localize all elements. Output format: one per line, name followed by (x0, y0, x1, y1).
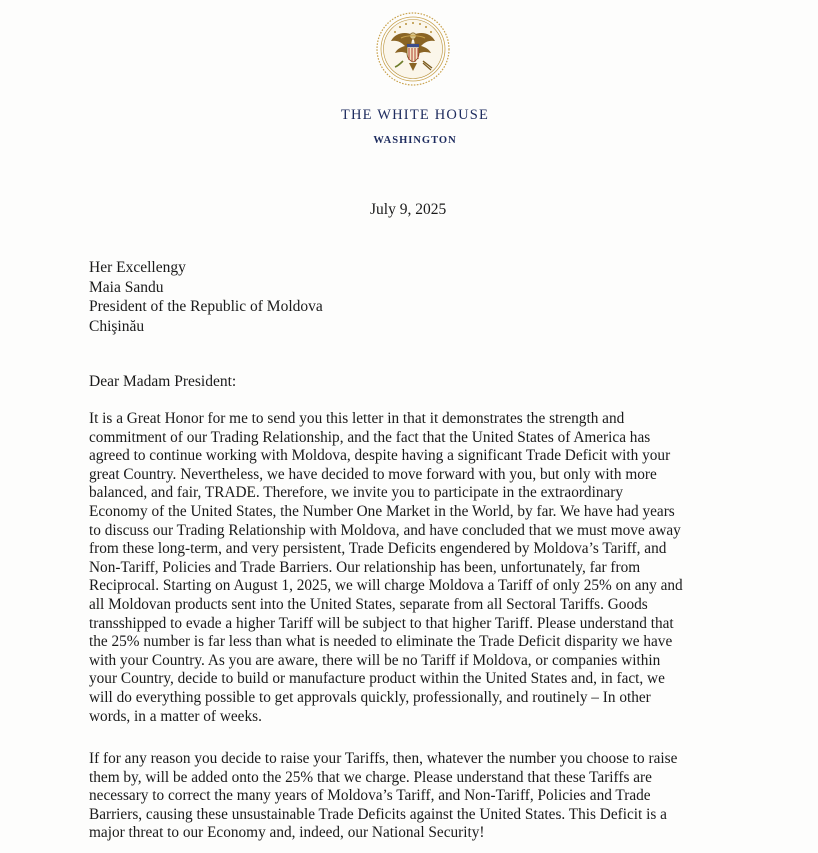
paragraph-line: will do everything possible to get approvals quickly, professionally, and routinely – In other (89, 688, 651, 706)
body-paragraph-2 (89, 750, 789, 843)
paragraph-line: from these long-term, and very persistent, Trade Deficits engendered by Moldova’s Tariff, and (89, 540, 667, 558)
paragraph-line: them by, will be added onto the 25% that we charge. Please understand that these Tariffs are (89, 768, 652, 786)
paragraph-line: Non-Tariff, Policies and Trade Barriers. Our relationship has been, unfortunately, far from (89, 558, 641, 576)
paragraph-line: If for any reason you decide to raise your Tariffs, then, whatever the number you choose to raise (89, 750, 678, 767)
paragraph-line: your Country, decide to build or manufacture product within the United States and, in fact, we (89, 670, 665, 688)
letterhead-subtitle: WASHINGTON (373, 135, 457, 146)
presidential-seal-icon (375, 11, 451, 87)
paragraph-line: to discuss our Trading Relationship with Moldova, and have concluded that we must move away (89, 521, 681, 539)
paragraph-line: great Country. Nevertheless, we have decided to move forward with you, but only with more (89, 465, 657, 483)
paragraph-line: Economy of the United States, the Number One Market in the World, by far. We have had years (89, 502, 675, 520)
salutation: Dear Madam President: (89, 373, 237, 390)
address-line: Her Excellengy (89, 259, 186, 276)
paragraph-line: major threat to our Economy and, indeed, our National Security! (89, 824, 485, 842)
paragraph-line: transshipped to evade a higher Tariff will be subject to that higher Tariff. Please understand that (89, 614, 674, 632)
paragraph-line: It is a Great Honor for me to send you this letter in that it demonstrates the strength and (89, 410, 625, 427)
recipient-address (89, 258, 323, 336)
body-paragraph-1 (89, 410, 789, 726)
paragraph-line: necessary to correct the many years of Moldova’s Tariff, and Non-Tariff, Policies and Trade (89, 787, 651, 805)
address-line: Maia Sandu (89, 278, 164, 296)
paragraph-line: Reciprocal. Starting on August 1, 2025, we will charge Moldova a Tariff of only 25% on any and (89, 577, 683, 595)
paragraph-line: commitment of our Trading Relationship, and the fact that the United States of America has (89, 428, 651, 446)
address-line: Chişinău (89, 317, 145, 335)
paragraph-line: words, in a matter of weeks. (89, 707, 262, 725)
paragraph-line: with your Country. As you are aware, there will be no Tariff if Moldova, or companies within (89, 651, 661, 669)
paragraph-line: balanced, and fair, TRADE. Therefore, we invite you to participate in the extraordinary (89, 484, 624, 502)
letter-date: July 9, 2025 (370, 201, 447, 218)
address-line: President of the Republic of Moldova (89, 298, 323, 315)
letterhead-title: THE WHITE HOUSE (340, 107, 490, 123)
paragraph-line: all Moldovan products sent into the United States, separate from all Sectoral Tariffs. Goods (89, 595, 648, 613)
paragraph-line: Barriers, causing these unsustainable Trade Deficits against the United States. This Deficit is a (89, 805, 667, 823)
paragraph-line: agreed to continue working with Moldova, despite having a significant Trade Deficit with your (89, 447, 671, 465)
paragraph-line: the 25% number is far less than what is needed to eliminate the Trade Deficit disparity we have (89, 633, 673, 651)
